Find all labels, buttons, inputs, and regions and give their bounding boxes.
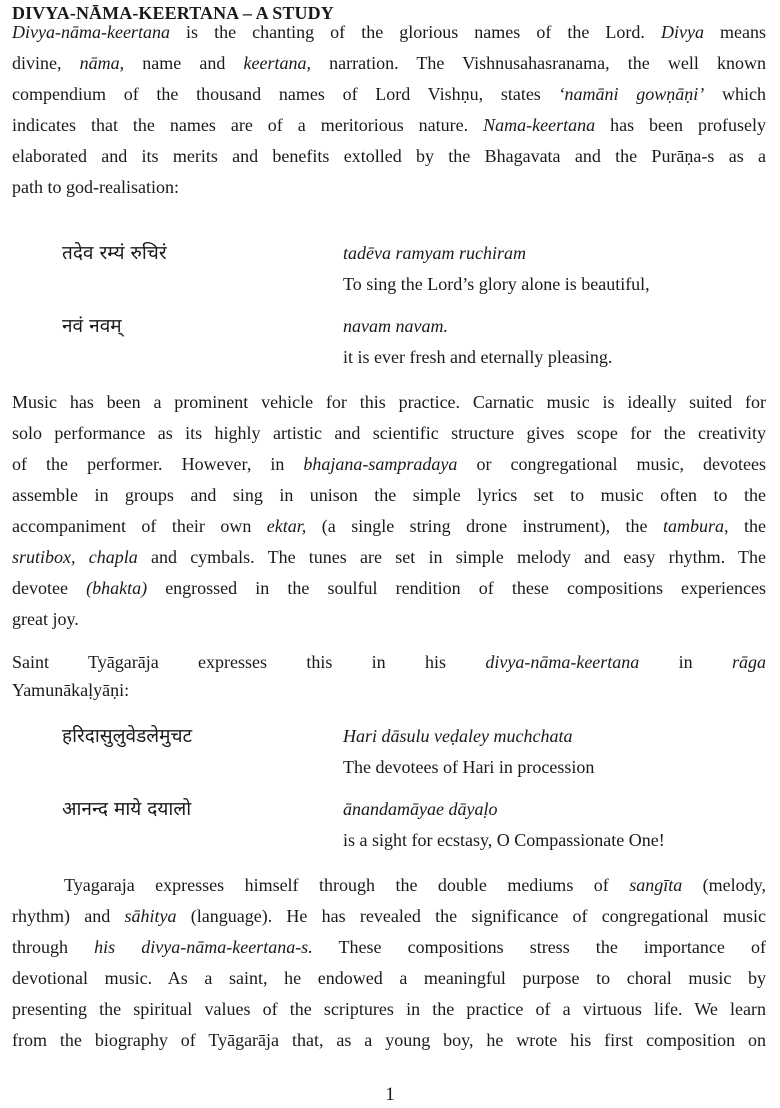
text-line	[12, 963, 766, 994]
paragraph-music	[12, 387, 766, 635]
verse-transliteration: Hari dāsulu veḍaley muchchata	[343, 726, 573, 746]
italic-text: keertana,	[243, 53, 312, 73]
verse-devanagari: आनन्द माये दयालो	[62, 798, 192, 820]
page-title: DIVYA-NĀMA-KEERTANA – A STUDY	[12, 3, 334, 23]
text-line	[12, 678, 766, 702]
text: accompaniment of their own	[12, 516, 267, 536]
text: devotional music. As a saint, he endowed a meaningful purpose to choral music by	[12, 968, 766, 988]
text-line	[12, 932, 766, 963]
verse-translation: it is ever fresh and eternally pleasing.	[343, 347, 613, 367]
text: or congregational music, devotees	[457, 454, 766, 474]
text-line	[12, 542, 766, 573]
italic-text: sāhitya	[124, 906, 177, 926]
text: great joy.	[12, 609, 79, 629]
text: (melody,	[682, 875, 766, 895]
text-line	[12, 573, 766, 604]
italic-text: ektar,	[266, 516, 307, 536]
text: path to god-realisation:	[12, 177, 179, 197]
text-line	[12, 870, 766, 901]
text: from the biography of Tyāgarāja that, as a young boy, he wrote his first composition on	[12, 1030, 766, 1050]
text: engrossed in the soulful rendition of these compositions experiences	[147, 578, 766, 598]
text-line	[12, 511, 766, 542]
text-line	[12, 449, 766, 480]
italic-text: nāma,	[79, 53, 125, 73]
text-line	[12, 901, 766, 932]
paragraph-tyagaraja-intro	[12, 647, 766, 702]
text: presenting the spiritual values of the scriptures in the practice of a virtuous life. We learn	[12, 999, 766, 1019]
italic-text: (bhakta)	[86, 578, 148, 598]
verse-translation: is a sight for ecstasy, O Compassionate One!	[343, 830, 665, 850]
text: (language). He has revealed the significance of congregational music	[176, 906, 766, 926]
text: elaborated and its merits and benefits extolled by the Bhagavata and the Purāṇa-s as a	[12, 146, 766, 166]
text-line	[12, 604, 766, 635]
italic-text: Nama-keertana	[483, 115, 596, 135]
text-line	[12, 387, 766, 418]
text: means	[703, 22, 766, 42]
italic-text: sangīta	[629, 875, 683, 895]
text-line	[12, 79, 766, 110]
text: name and	[124, 53, 244, 73]
text: the	[728, 516, 766, 536]
verse-transliteration: tadēva ramyam ruchiram	[343, 243, 526, 263]
text: Saint Tyāgarāja expresses this in his	[12, 652, 486, 672]
text-line	[12, 994, 766, 1025]
text: compendium of the thousand names of Lord Vishṇu, states	[12, 84, 559, 104]
italic-text: bhajana-sampradaya	[303, 454, 458, 474]
verse-transliteration: ānandamāyae dāyaḷo	[343, 799, 498, 819]
text-line	[12, 48, 766, 79]
verse-transliteration: navam navam.	[343, 316, 448, 336]
text: which	[704, 84, 766, 104]
text-line	[12, 1025, 766, 1056]
text: has been profusely	[595, 115, 766, 135]
italic-text: tambura,	[663, 516, 729, 536]
text: (a single string drone instrument), the	[306, 516, 664, 536]
text: solo performance as its highly artistic and scientific structure gives scope for the creativity	[12, 423, 766, 443]
text-line	[12, 418, 766, 449]
page-number: 1	[385, 1084, 395, 1105]
text-line	[12, 141, 766, 172]
italic-text: Divya-nāma-keertana	[12, 22, 170, 42]
italic-text: Divya	[660, 22, 704, 42]
text: indicates that the names are of a meritorious nature.	[12, 115, 484, 135]
italic-text: rāga	[731, 652, 766, 672]
text: Yamunākaḷyāṇi:	[12, 680, 130, 700]
text: of the performer. However, in	[12, 454, 304, 474]
text-line	[12, 172, 766, 203]
text: is the chanting of the glorious names of the Lord.	[169, 22, 661, 42]
verse-devanagari: नवं नवम्	[62, 315, 122, 337]
text-line	[12, 480, 766, 511]
text-line	[12, 17, 766, 48]
text-line	[12, 110, 766, 141]
italic-text: ‘namāni gowṇāṇi’	[558, 84, 705, 104]
text: in	[639, 652, 732, 672]
text: devotee	[12, 578, 87, 598]
text: Tyagaraja expresses himself through the double mediums of	[64, 875, 630, 895]
text: through	[12, 937, 95, 957]
italic-text: his divya-nāma-keertana-s.	[94, 937, 313, 957]
italic-text: divya-nāma-keertana	[485, 652, 640, 672]
verse-devanagari: तदेव रम्यं रुचिरं	[62, 242, 167, 264]
paragraph-intro	[12, 17, 766, 203]
text: divine,	[12, 53, 80, 73]
text: assemble in groups and sing in unison the simple lyrics set to music often to the	[12, 485, 766, 505]
text: Music has been a prominent vehicle for this practice. Carnatic music is ideally suited for	[12, 392, 766, 412]
text: rhythm) and	[12, 906, 125, 926]
verse-devanagari: हरिदासुलुवेडलेमुचट	[62, 725, 193, 747]
text: and cymbals. The tunes are set in simple melody and easy rhythm. The	[137, 547, 766, 567]
text-line	[12, 647, 766, 678]
verse-translation: To sing the Lord’s glory alone is beautiful,	[343, 274, 650, 294]
verse-translation: The devotees of Hari in procession	[343, 757, 595, 777]
italic-text: srutibox, chapla	[12, 547, 138, 567]
text: These compositions stress the importance of	[312, 937, 766, 957]
paragraph-tyagaraja-mediums	[12, 870, 766, 1056]
text: narration. The Vishnusahasranama, the well known	[311, 53, 766, 73]
